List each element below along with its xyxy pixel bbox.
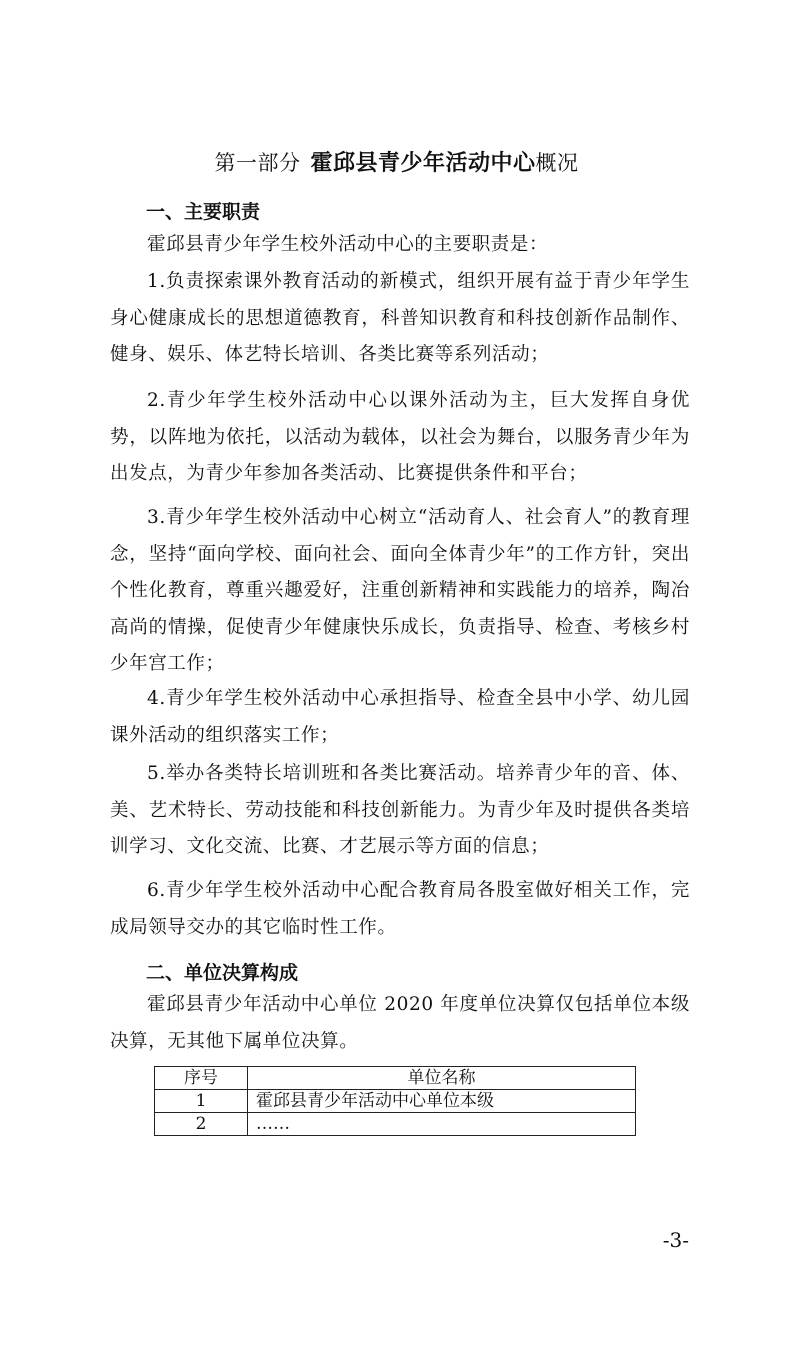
- duty-item-1: 1.负责探索课外教育活动的新模式，组织开展有益于青少年学生身心健康成长的思想道德教育，科普知识教育和科技创新作品制作、健身、娱乐、体艺特长培训、各类比赛等系列活动；: [110, 271, 690, 365]
- duties-intro: 霍邱县青少年学生校外活动中心的主要职责是：: [147, 234, 549, 255]
- duty-item-2: 2.青少年学生校外活动中心以课外活动为主，巨大发挥自身优势，以阵地为依托，以活动为载体，以社会为舞台，以服务青少年为出发点，为青少年参加各类活动、比赛提供条件和平台；: [110, 390, 690, 484]
- composition-text: 霍邱县青少年活动中心单位 2020 年度单位决算仅包括单位本级决算，无其他下属单位决算。: [110, 994, 690, 1052]
- title-suffix: 概况: [535, 151, 579, 175]
- duty-item-6: 6.青少年学生校外活动中心配合教育局各股室做好相关工作，完成局领导交办的其它临时性工作。: [110, 880, 690, 938]
- title-main: 霍邱县青少年活动中心: [310, 151, 536, 176]
- table-row: [155, 1090, 636, 1113]
- table-header-cell: 序号: [155, 1067, 248, 1090]
- duty-item-5: 5.举办各类特长培训班和各类比赛活动。培养青少年的音、体、美、艺术特长、劳动技能和科技创新能力。为青少年及时提供各类培训学习、文化交流、比赛、才艺展示等方面的信息；: [110, 763, 690, 857]
- table-cell: 1: [155, 1090, 248, 1113]
- title-prefix: 第一部分: [214, 151, 301, 175]
- page-title: [0, 146, 793, 177]
- table-cell: 2: [155, 1113, 248, 1136]
- unit-table: [154, 1066, 636, 1136]
- section-heading-duties: 一、主要职责: [146, 201, 261, 223]
- section-heading-composition: 二、单位决算构成: [146, 962, 299, 984]
- duty-item-4: 4.青少年学生校外活动中心承担指导、检查全县中小学、幼儿园课外活动的组织落实工作；: [110, 688, 690, 746]
- table-cell: 霍邱县青少年活动中心单位本级: [248, 1090, 636, 1113]
- table-row: [155, 1113, 636, 1136]
- table-cell: ……: [248, 1113, 636, 1136]
- table-header-row: [155, 1067, 636, 1090]
- page-number: -3-: [662, 1228, 689, 1252]
- duty-item-3: 3.青少年学生校外活动中心树立“活动育人、社会育人”的教育理念，坚持“面向学校、面向社会、面向全体青少年”的工作方针，突出个性化教育，尊重兴趣爱好，注重创新精神和实践能力的培养，陶冶高尚的情操，促使青少年健康快乐成长，负责指导、检查、考核乡村少年宫工作；: [110, 507, 690, 674]
- table-header-cell: 单位名称: [248, 1067, 636, 1090]
